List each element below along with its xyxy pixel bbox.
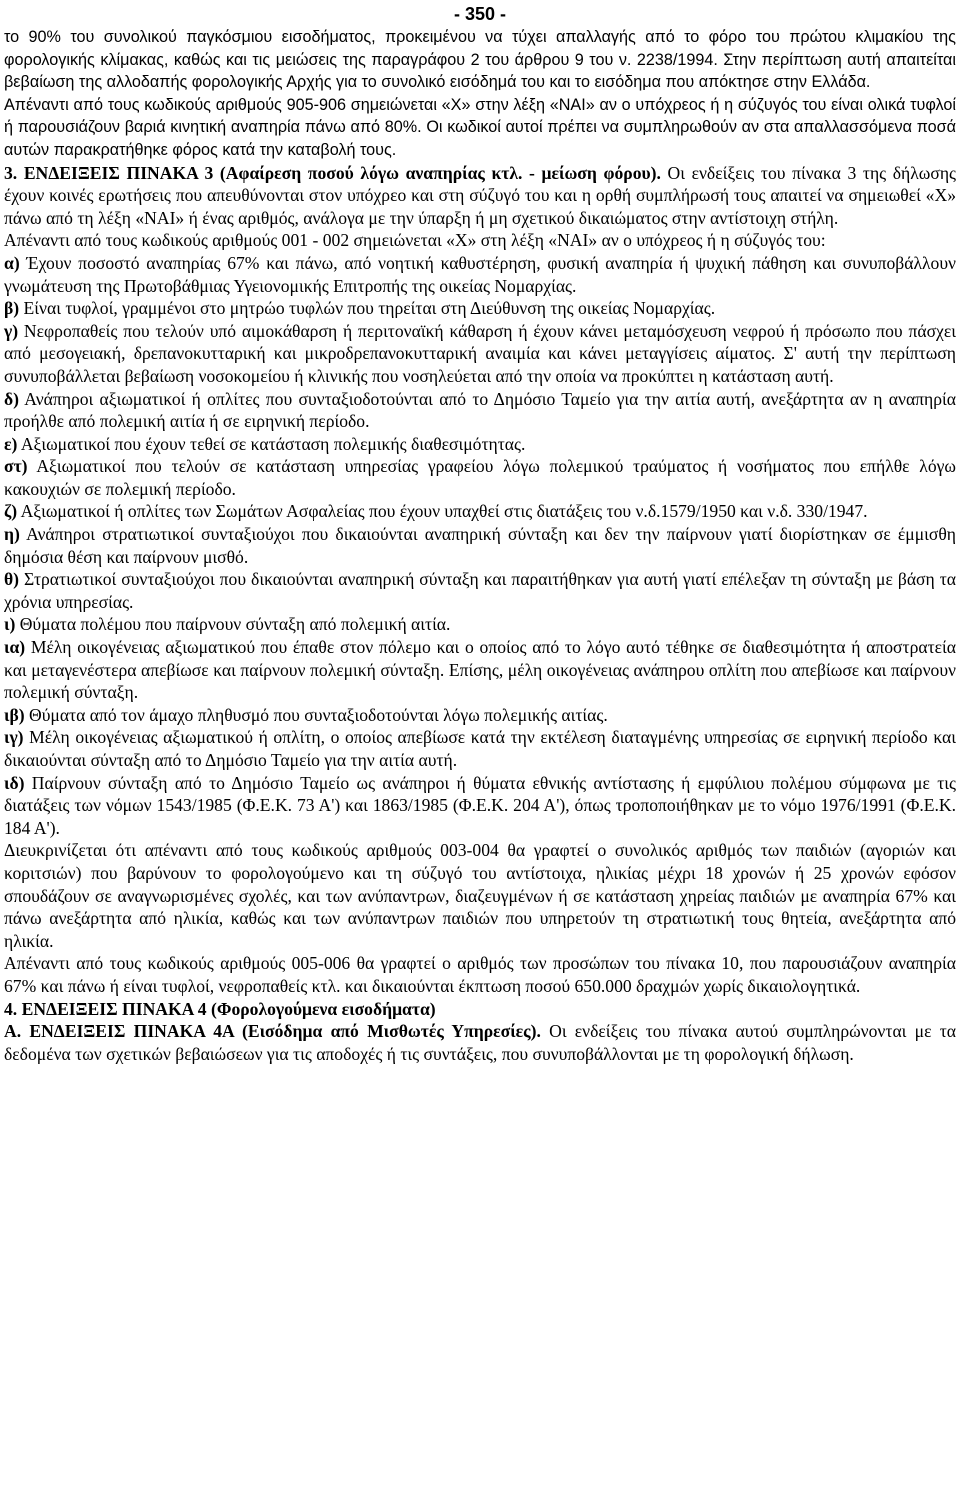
list-item-text: Αξιωματικοί ή οπλίτες των Σωμάτων Ασφαλείας που έχουν υπαχθεί στις διατάξεις του ν.δ.1579/1950 και ν.δ. 330/1947.: [17, 501, 868, 522]
section-4a-paragraph: [4, 1020, 956, 1065]
list-item-label: ια): [4, 637, 26, 658]
list-item-text: Θύματα από τον άμαχο πληθυσμό που συνταξιοδοτούνται λόγω πολεμικής αιτίας.: [24, 704, 608, 725]
paragraph-text: Απέναντι από τους κωδικούς αριθμούς 005-006 θα γραφτεί ο αριθμός των προσώπων του πίνακα 10, που παρουσιάζουν αναπηρία 67% και πάνω ή είναι τυφλοί, νεφροπαθείς κτλ. και δικαιούνται έκπτωση ποσού 650.000 δραχμών χωρίς δικαιολογητικά.: [4, 953, 956, 996]
list-item-text: Νεφροπαθείς που τελούν υπό αιμοκάθαρση ή περιτοναϊκή κάθαρση ή έχουν κάνει μεταμόσχευση νεφρού ή πρόσωπο που πάσχει από μεσογειακή, δρεπανοκυτταρική και μικροδρεπανοκυτταρική αναιμία και κάνει μεταγγίσεις αίματος. Σ' αυτή την περίπτωση συνυποβάλλεται βεβαίωση νοσοκομείου ή κλινικής που νοσηλεύεται από την οποία να προκύπτει η κατάσταση αυτή.: [4, 320, 956, 386]
section-heading: 4. ΕΝΔΕΙΞΕΙΣ ΠΙΝΑΚΑ 4 (Φορολογούμενα εισοδήματα): [4, 998, 436, 1019]
paragraph-text: Απέναντι από τους κωδικούς αριθμούς 905-906 σημειώνεται «Χ» στην λέξη «ΝΑΙ» αν ο υπόχρεος ή η σύζυγός του είναι ολικά τυφλοί ή παρουσιάζουν βαριά κινητική αναπηρία πάνω από 80%. Οι κωδικοί αυτοί πρέπει να συμπληρωθούν αν στα απαλλασσόμενα ποσά αυτών παρακρατήθηκε φόρος κατά την καταβολή τους.: [4, 95, 956, 159]
list-item-label: ζ): [4, 501, 18, 522]
list-item-text: Έχουν ποσοστό αναπηρίας 67% και πάνω, από νοητική καθυστέρηση, φυσική αναπηρία ή ψυχική πάθηση και συνυποβάλλουν γνωμάτευση της Πρωτοβάθμιας Υγειονομικής Επιτροπής της οικείας Νομαρχίας.: [4, 252, 956, 296]
list-item-text: Παίρνουν σύνταξη από το Δημόσιο Ταμείο ως ανάπηροι ή θύματα εθνικής αντίστασης ή εμφύλιου πολέμου σύμφωνα με τις διατάξεις των νόμων 1543/1985 (Φ.Ε.Κ. 73 Α') και 1863/1985 (Φ.Ε.Κ. 204 Α'), όπως τροποποιήθηκαν με το νόμο 1976/1991 (Φ.Ε.Κ. 184 Α').: [4, 772, 956, 838]
list-item-label: στ): [4, 456, 28, 477]
list-item-text: Είναι τυφλοί, γραμμένοι στο μητρώο τυφλών που τηρείται στη Διεύθυνση της οικείας Νομαρχίας.: [19, 298, 716, 319]
list-item-label: ιβ): [4, 704, 25, 725]
list-item-label: δ): [4, 388, 19, 409]
paragraph-text: Οι ενδείξεις του πίνακα αυτού συμπληρώνονται με τα δεδομένα των σχετικών βεβαιώσεων για τις αποδοχές ή τις συντάξεις, που συνυποβάλλονται με τη φορολογική δήλωση.: [4, 1021, 956, 1064]
section-3-paragraph: [4, 162, 956, 230]
list-item-text: Ανάπηροι αξιωματικοί ή οπλίτες που συνταξιοδοτούνται από το Δημόσιο Ταμείο για την αιτία αυτή, ανεξάρτητα αν η αναπηρία προήλθε από πολεμική αιτία ή σε ειρηνική περίοδο.: [4, 388, 956, 432]
section-heading: 3. ΕΝΔΕΙΞΕΙΣ ΠΙΝΑΚΑ 3 (Αφαίρεση ποσού λόγω αναπηρίας κτλ. - μείωση φόρου).: [4, 162, 661, 183]
paragraph-text: Διευκρινίζεται ότι απέναντι από τους κωδικούς αριθμούς 003-004 θα γραφτεί ο συνολικός αριθμός των παιδιών (αγοριών και κοριτσιών) που βαρύνουν το φορολογούμενο και τη σύζυγό του αντίστοιχα, ηλικίας μέχρι 18 χρονών ή 25 χρονών εφόσον σπουδάζουν σε αναγνωρισμένες σχολές, και των ανύπαντρων, διαζευγμένων ή σε κατάσταση χηρείας παιδιών με αναπηρία 67% και πάνω ανεξάρτητα από ηλικία, καθώς και των ανύπαντρων παιδιών που υπηρετούν τη στρατιωτική τους θητεία, ανεξάρτητα από ηλικία.: [4, 840, 956, 951]
paragraph-text: Οι ενδείξεις του πίνακα 3 της δήλωσης έχουν κοινές ερωτήσεις που απευθύνονται στον υπόχρεο και στη σύζυγό του και η ορθή συμπλήρωσή τους απαιτεί να σημειωθεί «Χ» πάνω από τη λέξη «ΝΑΙ» ή ένας αριθμός, ανάλογα με την ύπαρξη ή μη σχετικού δικαιώματος στην αντίστοιχη στήλη.: [4, 162, 957, 228]
list-item: [4, 772, 956, 840]
section-4-heading: [4, 998, 956, 1021]
list-item: [4, 252, 956, 297]
list-item: [4, 613, 956, 636]
list-item: [4, 500, 956, 523]
list-item: [4, 568, 956, 613]
list-item: [4, 433, 956, 456]
list-item-label: α): [4, 252, 20, 273]
list-item-label: ι): [4, 614, 16, 635]
paragraph: [4, 26, 956, 94]
list-item-label: γ): [4, 320, 19, 341]
list-item-text: Μέλη οικογένειας αξιωματικού ή οπλίτη, ο οποίος απεβίωσε κατά την εκτέλεση διαταγμένης υπηρεσίας σε ειρηνική περίοδο και δικαιούνται σύνταξη από το Δημόσιο Ταμείο για την αιτία αυτή.: [4, 727, 956, 770]
paragraph: [4, 952, 956, 997]
list-item-text: Στρατιωτικοί συνταξιούχοι που δικαιούνται αναπηρική σύνταξη και παραιτήθηκαν για αυτή γιατί επέλεξαν τη σύνταξη με βάση τα χρόνια υπηρεσίας.: [4, 569, 956, 612]
list-item: [4, 388, 956, 433]
list-item: [4, 455, 956, 500]
list-item-text: Θύματα πολέμου που παίρνουν σύνταξη από πολεμική αιτία.: [15, 614, 451, 635]
list-item-text: Αξιωματικοί που τελούν σε κατάσταση υπηρεσίας γραφείου λόγω πολεμικού τραύματος ή νοσήματος που επήλθε λόγω κακουχιών σε πολεμική περίοδο.: [4, 456, 956, 499]
list-item: [4, 320, 956, 388]
list-item-label: θ): [4, 569, 20, 590]
list-item-label: ιδ): [4, 772, 25, 793]
list-item-text: Μέλη οικογένειας αξιωματικού που έπαθε στον πόλεμο και ο οποίος από το λόγο αυτό τέθηκε σε διαθεσιμότητα ή αποστρατεία και μεταγενέστερα απεβίωσε και παίρνουν πολεμική σύνταξη. Επίσης, μέλη οικογένειας ανάπηρου οπλίτη που απεβίωσε και παίρνουν πολεμική σύνταξη.: [4, 637, 956, 703]
list-item-text: Ανάπηροι στρατιωτικοί συνταξιούχοι που δικαιούνται αναπηρική σύνταξη και δεν την παίρνουν γιατί διορίστηκαν σε έμμισθη δημόσια θέση και παίρνουν μισθό.: [4, 524, 956, 567]
list-item-label: η): [4, 524, 20, 545]
page-number: - 350 -: [453, 4, 507, 24]
paragraph-text: Απέναντι από τους κωδικούς αριθμούς 001 - 002 σημειώνεται «Χ» στη λέξη «ΝΑΙ» αν ο υπόχρεος ή η σύζυγός του:: [4, 230, 826, 251]
list-item: [4, 636, 956, 704]
list-item: [4, 726, 956, 771]
list-item-label: ε): [4, 433, 18, 454]
section-heading: Α. ΕΝΔΕΙΞΕΙΣ ΠΙΝΑΚΑ 4Α (Εισόδημα από Μισθωτές Υπηρεσίες).: [4, 1021, 541, 1042]
paragraph: [4, 94, 956, 162]
list-item: [4, 704, 956, 727]
paragraph: [4, 229, 956, 252]
paragraph-text: το 90% του συνολικού παγκόσμιου εισοδήματος, προκειμένου να τύχει απαλλαγής από το φόρο του πρώτου κλιμακίου της φορολογικής κλίμακας, καθώς και τις μειώσεις της παραγράφου 2 του άρθρου 9 του ν. 2238/1994. Στην περίπτωση αυτή απαιτείται βεβαίωση της αλλοδαπής φορολογικής Αρχής για το συνολικό εισόδημά του και το εισόδημα που απόκτησε στην Ελλάδα.: [4, 28, 956, 92]
list-item-label: β): [4, 298, 20, 319]
list-item-text: Αξιωματικοί που έχουν τεθεί σε κατάσταση πολεμικής διαθεσιμότητας.: [17, 433, 526, 454]
list-item: [4, 297, 956, 320]
list-item: [4, 523, 956, 568]
list-item-label: ιγ): [4, 727, 24, 748]
paragraph: [4, 839, 956, 952]
document-page: [4, 0, 956, 1065]
